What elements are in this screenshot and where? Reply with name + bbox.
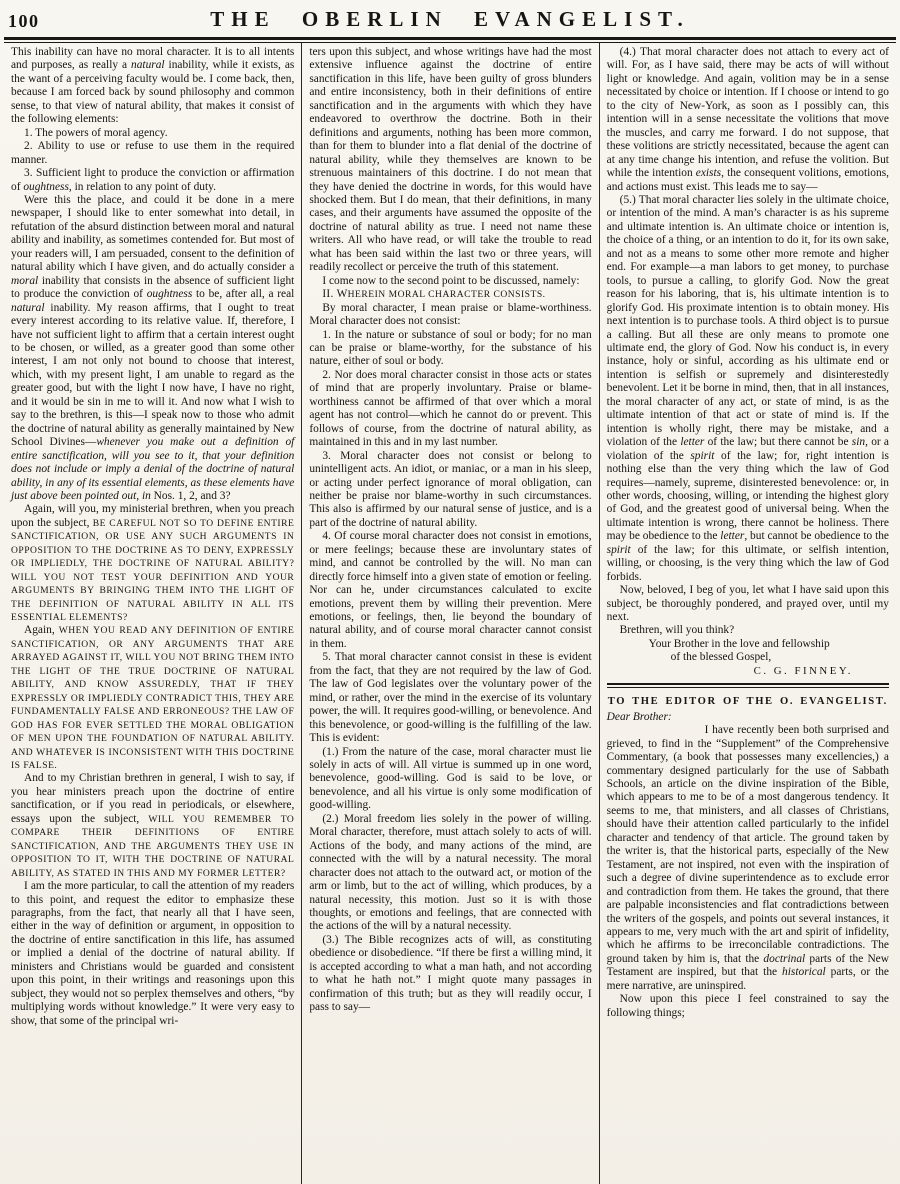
paragraph: C. G. FINNEY. xyxy=(753,664,853,677)
paragraph: Dear Brother: xyxy=(606,710,672,723)
paragraph: (4.) That moral character does not attach to every act of will. For, as I have said, there may be acts of will without light or knowledge. And again, volition may be in a sense necessitated by choice or intention. If I choose or intend to go to the city of New-York, as soon as I possibly can, this intention will in a sense necessitate the volitions that move the muscles, and carry me forward. I do not suppose, that these volitions are strictly necessitated, because the agent can at any time change his intention, and refuse the volition. But while the intention exists, the consequent volitions, emotions, and actions must exist. This leads me to say— xyxy=(606,46,889,193)
paragraph: 1. In the nature or substance of soul or body; for no man can be praise or blame-worthy, for the substance of his nature, either of soul or body. xyxy=(309,328,592,368)
column-left xyxy=(4,43,301,1184)
paragraph: 2. Nor does moral character consist in those acts or states of mind that are properly involuntary. Praise or blame-worthiness cannot be affirmed of that over which a moral agent has not control—which he cannot do or prevent. This follows of course, from the doctrine of natural ability, as maintained in this and in my last number. xyxy=(309,368,592,449)
paragraph: (5.) That moral character lies solely in the ultimate choice, or intention of the mind. A man’s character is as his supreme and ultimate intention is. An ultimate choice or intention is, the choice of a thing, or an intention to do it, for its own sake, and not as a means to some other more remote and higher end. For example—a man labors to get money, to purchase tools, to pursue a calling, to glorify God. Now the great reason for his laboring, that is, his ultimate intention is to glorify God. His proximate intention is to obtain money. His next intention is to purchase tools. A third object is to pursue a calling. But all these are only means to promote one ultimate end, the glory of God. Now his conduct is, in every instance, holy or sinful, according as his ultimate end or intention is selfish or supremely and disinterestedly benevolent. Let it be borne in mind, then, that in all instances, the moral character of any act, or state of mind, is as the ultimate intention of that act or state of mind is. If the intention is wholly right, there may be mistake, and a violation of the letter of the law; but there cannot be sin, or a violation of the spirit of the law; for, right intention is nothing else than the very thing which the law of God requires—namely, supreme, disinterested benevolence: or, in other words, choosing, willing, or intending the highest glory of God, and the greatest good of universal being. When the ultimate intention is wrong, there cannot be holiness. There may be obedience to the letter, but cannot be obedience to the spirit of the law; for this ultimate, or selfish intention, willing, or choosing, is the very thing which the law of God forbids. xyxy=(606,193,889,583)
page-number: 100 xyxy=(8,11,40,31)
text-columns xyxy=(4,43,896,1184)
column-middle xyxy=(301,43,598,1184)
paragraph: ters upon this subject, and whose writings have had the most extensive influence against the doctrine of entire sanctification in this life, have been guilty of gross blunders and entire inconsistency, both in their definitions of entire sanctification and in the arguments with which they have endeavored to overthrow the doctrine. Both in their definitions and arguments, nothing has been more common, than for them to blunder into a flat denial of the doctrine of natural ability, while they themselves are known to be strenuous maintainers of this doctrine. I do not mean that they have denied the doctrine in words, for this would have shocked them. But I do mean, that their definitions, in many cases, and their arguments have assumed the opposite of the doctrine of natural ability as true. I need not name these writers. All who have read, or will take the trouble to read what has been said within the last two or three years, will readily recollect or perceive the truth of this statement. xyxy=(309,46,592,274)
paragraph: I have recently been both surprised and grieved, to find in the “Supplement” of the Comprehensive Commentary, (a book that possesses many excellencies,) a commentary designed particularly for the use of Sabbath Schools, an article on the divine inspiration of the Bible, which appears to me to be of a most dangerous tendency. It seems to me, that ministers, and all classes of Christians, should have their attention called particularly to the infidel character and tendency of that article. The ground taken by the writer is, that the historical parts, especially of the New Testament, are not inspired, not even with the inspiration of such a degree of divine superintendence as to exclude error and contradiction from them. He takes the ground, that there are palpable inconsistencies and flat contradictions between the writers of the gospels, and points out several instances, it appears to me, very much with the art and spirit of infidelity, which he affirms to be irreconcilable contradictions. The ground taken by him is, that the doctrinal parts of the New Testament are inspired, but that the historical parts, or the mere narrative, are uninspired. xyxy=(606,724,889,992)
paragraph: By moral character, I mean praise or blame-worthiness. Moral character does not consist: xyxy=(309,301,592,328)
paragraph: 1. The powers of moral agency. xyxy=(24,126,168,139)
paragraph: of the blessed Gospel, xyxy=(670,651,772,664)
paragraph: Now, beloved, I beg of you, let what I have said upon this subject, be thoroughly pondered, and prayed over, until my next. xyxy=(606,584,889,624)
article-divider-rule xyxy=(607,683,889,688)
paragraph: Again, will you, my ministerial brethren, when you preach upon the subject, BE CAREFUL NOT SO TO DEFINE ENTIRE SANCTIFICATION, OR USE ANY SUCH ARGUMENTS IN OPPOSITION TO THE DOCTRINE AS TO DENY, EXPRESSLY OR IMPLIEDLY, THE DOCTRINE OF NATURAL ABILITY? WILL YOU NOT TEST YOUR DEFINITION AND YOUR ARGUMENTS BY BRINGING THEM INTO THE LIGHT OF THE DEFINITION OF NATURAL ABILITY IN ALL ITS ESSENTIAL ELEMENTS? xyxy=(11,503,295,624)
paragraph: Now upon this piece I feel constrained to say the following things; xyxy=(606,993,889,1019)
paragraph: (1.) From the nature of the case, moral character must lie solely in acts of will. All virtue is summed up in one word, benevolence, good-willing. God is said to be love, or benevolence, and all his virtue is only some modification of good-willing. xyxy=(309,745,592,812)
column-right xyxy=(599,43,896,1184)
page-header xyxy=(0,0,900,36)
paragraph: I am the more particular, to call the attention of my readers to this point, and request the editor to emphasize these paragraphs, from the fact, that nearly all that I have seen, either in the way of definition or argument, in opposition to the doctrine of entire sanctification in this life, has assumed or implied a denial of the doctrine of natural ability. If ministers and Christians would be guarded and consistent upon this point, in their writings and reasonings upon this subject, they would not so perplex themselves and others, “by multiplying words without knowledge.” It were very easy to show, that some of the principal wri- xyxy=(11,880,295,1027)
paragraph: (2.) Moral freedom lies solely in the power of willing. Moral character, therefore, must attach solely to acts of will. Actions of the body, and many actions of the mind, are connected with the will by a natural necessity. The moral character does not attach to the outward act, or motion of the arm or limb, but to the act of willing, which produces, by a natural necessity, this motion. Just so it is with those thoughts, or emotions and feelings, that are connected with the actions of the will by a natural necessity. xyxy=(309,812,592,933)
paragraph: This inability can have no moral character. It is to all intents and purposes, as really a natural inability, while it exists, as the want of a perceiving faculty would be. I come back, then, because I am forced back by sound philosophy and common sense, to that view of natural ability, that makes it consist of the following elements: xyxy=(11,46,295,126)
paragraph: TO THE EDITOR OF THE O. EVANGELIST. xyxy=(607,696,888,708)
masthead-title: THE OBERLIN EVANGELIST. xyxy=(210,7,690,31)
paragraph: (3.) The Bible recognizes acts of will, as constituting obedience or disobedience. “If there be first a willing mind, it is accepted according to what a man hath, and not according to what he hath not.” I might quote many passages in confirmation of this truth; but as they will readily occur, I pass to say— xyxy=(309,933,592,1014)
paragraph: 4. Of course moral character does not consist in emotions, or mere feelings; because these are involuntary states of mind, and cannot be controlled by the will. No man can directly force himself into a given state of emotion or feeling. Nor can he, under circumstances calculated to excite emotions, prevent them by willing their prevention. Mere emotions, or feelings, then, lie beyond the boundary of natural ability, and of course moral character cannot consist in them. xyxy=(309,530,592,650)
paragraph: Your Brother in the love and fellowship xyxy=(648,637,830,650)
paragraph: Were this the place, and could it be done in a mere newspaper, I should like to enter somewhat into detail, in refutation of the absurd distinction between moral and natural ability and inability, as sometimes contended for. But most of your readers will, I am persuaded, consent to the definition of natural ability which I have given, and do actually consider a moral inability that consists in the absence of sufficient light to produce the conviction of oughtness to be, after all, a real natural inability. My reason affirms, that I ought to treat every interest according to its relative value. If, therefore, I have not sufficient light to affirm that a certain interest ought to be chosen, or willed, as a greater good than some other interest, I am not only not bound to choose that interest, which, with my present light, I am unable to regard as the greater good, but with the light I now have, I have no right, and it would be sin in me to will it. And now what I wish to say to the brethren, is this—I speak now to those who admit the doctrine of natural ability as generally maintained by New School Divines—whenever you make out a definition of entire sanctification, will you see to it, that your definition does not include or imply a denial of the doctrine of natural ability, in any of its essential elements, as these elements have just above been pointed out, in Nos. 1, 2, and 3? xyxy=(11,193,295,502)
paragraph: I come now to the second point to be discussed, namely: xyxy=(322,274,580,287)
paragraph: 5. That moral character cannot consist in these is evident from the fact, that they are not required by the law of God. The law of God legislates over the voluntary power of the mind, or rather, over the mind in the exercise of its voluntary power, the will. It requires good-willing, or benevolence. And this benevolence, or good-willing is the fulfilling of the law. This is evident: xyxy=(309,651,592,745)
paragraph: 3. Sufficient light to produce the conviction or affirmation of oughtness, in relation to any point of duty. xyxy=(11,167,295,193)
paragraph: And to my Christian brethren in general, I wish to say, if you hear ministers preach upon the doctrine of entire sanctification, or if you read in periodicals, or elsewhere, essays upon the subject, WILL YOU REMEMBER TO COMPARE THEIR DEFINITIONS OF ENTIRE SANCTIFICATION, AND THE ARGUMENTS THEY USE IN OPPOSITION TO IT, WITH THE DOCTRINE OF NATURAL ABILITY, AS STATED IN THIS AND MY FORMER LETTER? xyxy=(11,772,295,879)
paragraph: 2. Ability to use or refuse to use them in the required manner. xyxy=(11,140,295,166)
paragraph: Again, WHEN YOU READ ANY DEFINITION OF ENTIRE SANCTIFICATION, OR ANY ARGUMENTS THAT ARE ARRAYED AGAINST IT, WILL YOU NOT BRING THEM INTO THE LIGHT OF THE TRUE DOCTRINE OF NATURAL ABILITY, AND KNOW ASSUREDLY, THAT IF THEY EXPRESSLY OR IMPLIEDLY CONTRADICT THIS, THEY ARE FUNDAMENTALLY FALSE AND ERRONEOUS? THE LAW OF GOD HAS FOR EVER SETTLED THE MORAL OBLIGATION OF MEN UPON THE FOUNDATION OF NATURAL ABILITY. AND WHATEVER IS INCONSISTENT WITH THIS DOCTRINE IS FALSE. xyxy=(11,624,295,772)
paragraph: Brethren, will you think? xyxy=(619,624,735,637)
paragraph: 3. Moral character does not consist or belong to unintelligent acts. An idiot, or maniac, or a man in his sleep, or acting under perfect ignorance of moral obligation, can neither be praise nor blame-worthy in such circumstances. This also is affirmed by our natural sense of justice, and is a part of the doctrine of natural ability. xyxy=(309,449,592,529)
paragraph: II. WHEREIN MORAL CHARACTER CONSISTS. xyxy=(322,288,546,301)
